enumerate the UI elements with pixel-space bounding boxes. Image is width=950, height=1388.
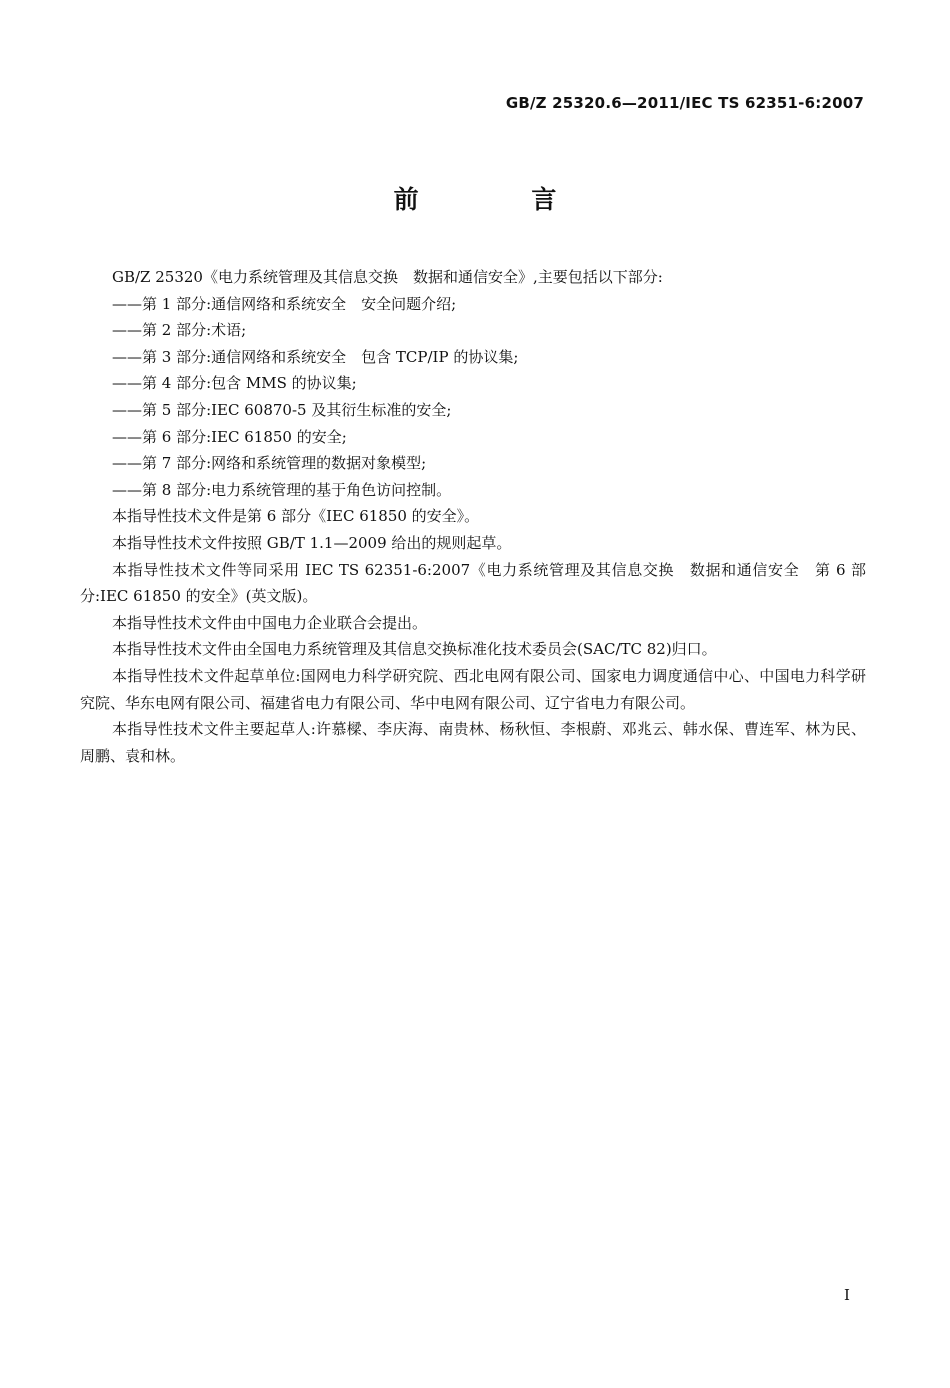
intro-paragraph: GB/Z 25320《电力系统管理及其信息交换 数据和通信安全》,主要包括以下部分: [112, 268, 663, 286]
page-number: I [844, 1286, 850, 1304]
paragraph: 本指导性技术文件由中国电力企业联合会提出。 [112, 613, 428, 632]
list-item: ——第 1 部分:通信网络和系统安全 安全问题介绍; [112, 294, 457, 313]
paragraph: 本指导性技术文件按照 GB/T 1.1—2009 给出的规则起草。 [112, 533, 512, 552]
list-item: ——第 3 部分:通信网络和系统安全 包含 TCP/IP 的协议集; [112, 347, 519, 366]
foreword-body [80, 264, 866, 769]
paragraph: 本指导性技术文件起草单位:国网电力科学研究院、西北电网有限公司、国家电力调度通信中心、中国电力科学研究院、华东电网有限公司、福建省电力有限公司、华中电网有限公司、辽宁省电力有限公司。 [80, 666, 866, 712]
list-item: ——第 7 部分:网络和系统管理的数据对象模型; [112, 454, 427, 473]
paragraph: 本指导性技术文件是第 6 部分《IEC 61850 的安全》。 [112, 507, 480, 526]
paragraph: 本指导性技术文件由全国电力系统管理及其信息交换标准化技术委员会(SAC/TC 82)归口。 [112, 640, 717, 659]
paragraph: 本指导性技术文件主要起草人:许慕樑、李庆海、南贵林、杨秋恒、李根蔚、邓兆云、韩水保、曹连军、林为民、周鹏、袁和林。 [80, 720, 866, 765]
document-standard-code: GB/Z 25320.6—2011/IEC TS 62351-6:2007 [505, 94, 864, 112]
page-title: 前 言 [393, 185, 609, 214]
paragraph: 本指导性技术文件等同采用 IEC TS 62351-6:2007《电力系统管理及其信息交换 数据和通信安全 第 6 部分:IEC 61850 的安全》(英文版)。 [80, 560, 866, 606]
list-item: ——第 2 部分:术语; [112, 321, 247, 340]
parts-list [80, 291, 866, 504]
list-item: ——第 4 部分:包含 MMS 的协议集; [112, 374, 357, 393]
list-item: ——第 5 部分:IEC 60870-5 及其衍生标准的安全; [112, 400, 452, 419]
list-item: ——第 6 部分:IEC 61850 的安全; [112, 427, 347, 446]
list-item: ——第 8 部分:电力系统管理的基于角色访问控制。 [112, 480, 452, 499]
